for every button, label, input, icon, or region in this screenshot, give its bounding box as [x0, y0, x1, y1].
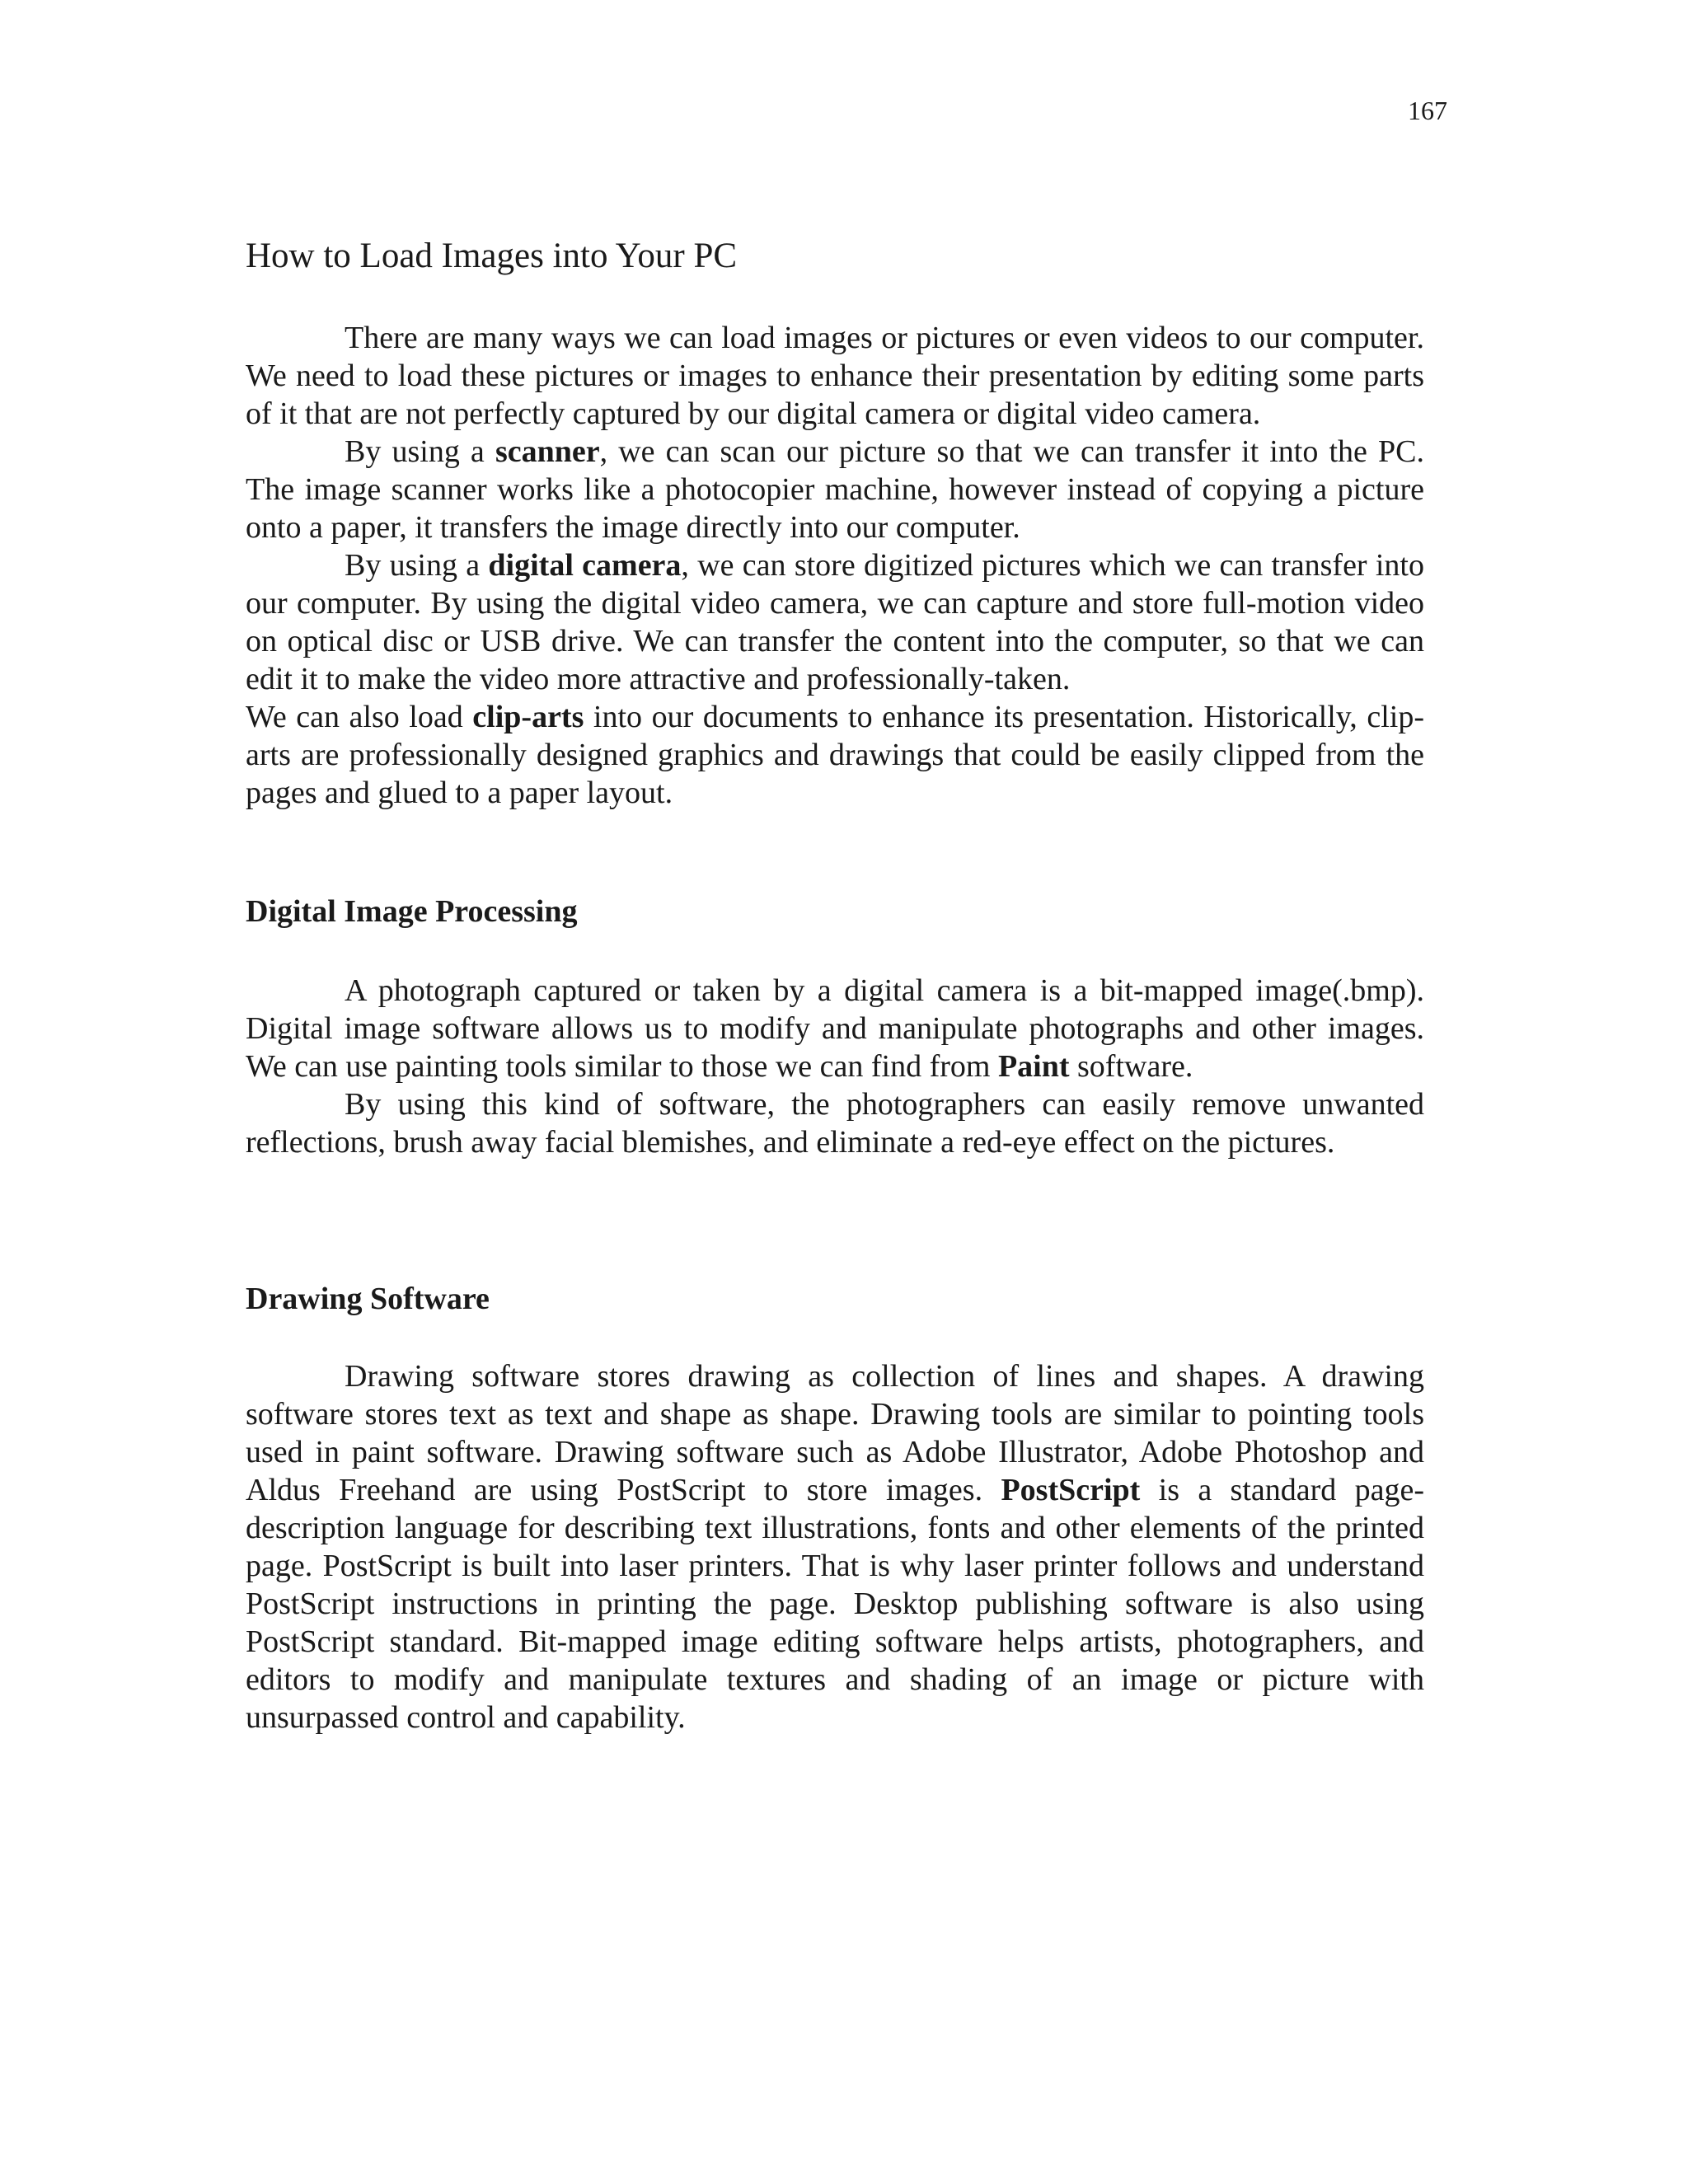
text-span: By using a	[345, 434, 495, 469]
section-title-drawing-software: Drawing Software	[246, 1282, 490, 1316]
section2-paragraph-1	[246, 1357, 1424, 1736]
page-number: 167	[1408, 96, 1447, 125]
bold-term-postscript: PostScript	[1001, 1473, 1141, 1507]
text-span: , we can scan our picture so that we can transfer it into the PC. The image scanner works like a photocopier machine, however instead of copying a picture onto a paper, it transfers the image directly into our computer.	[246, 434, 1425, 545]
heading-spacer	[246, 1318, 1424, 1357]
intro-paragraph-1: There are many ways we can load images or pictures or even videos to our computer. We need to load these pictures or images to enhance their presentation by editing some parts of it that are not perfectly captured by our digital camera or digital video camera.	[246, 321, 1424, 431]
section-title-digital-image-processing: Digital Image Processing	[246, 894, 578, 929]
text-span: into our documents to enhance its presentation. Historically, clip-arts are professionally designed graphics and drawings that could be easily clipped from the pages and glued to a paper layout.	[246, 700, 1425, 810]
section-spacer	[246, 812, 1424, 893]
text-span: software.	[1069, 1049, 1193, 1084]
text-span: We can also load	[246, 700, 473, 734]
section1-paragraph-1	[246, 972, 1424, 1085]
bold-term-clip-arts: clip-arts	[472, 700, 584, 734]
text-span: is a standard page-description language for describing text illustrations, fonts and other elements of the printed page. PostScript is built into laser printers. That is why laser printer follows and understand PostScript instructions in printing the page. Desktop publishing software is also using PostScript standard. Bit-mapped image editing software helps artists, photographers, and editors to modify and manipulate textures and shading of an image or picture with unsurpassed control and capability.	[246, 1473, 1424, 1735]
bold-term-scanner: scanner	[495, 434, 600, 469]
section-spacer	[246, 1161, 1424, 1280]
bold-term-digital-camera: digital camera	[488, 548, 682, 583]
text-span: , we can store digitized pictures which we can transfer into our computer. By using the digital video camera, we can capture and store full-motion video on optical disc or USB drive. We can transfer the content into the computer, so that we can edit it to make the video more attractive and professionally-taken.	[246, 548, 1424, 696]
bold-term-paint: Paint	[997, 1049, 1070, 1084]
page-title: How to Load Images into Your PC	[246, 237, 738, 275]
page-content	[246, 235, 1424, 1736]
text-span: Drawing software stores drawing as collection of lines and shapes. A drawing software stores text as text and shape as shape. Drawing tools are similar to pointing tools used in paint software. Drawing software such as Adobe Illustrator, Adobe Photoshop and Aldus Freehand are using PostScript to store images.	[246, 1359, 1424, 1507]
heading-spacer	[246, 930, 1424, 972]
section1-paragraph-2: By using this kind of software, the photographers can easily remove unwanted reflections, brush away facial blemishes, and eliminate a red-eye effect on the pictures.	[246, 1087, 1424, 1160]
intro-paragraph-scanner	[246, 433, 1424, 546]
text-span: By using a	[345, 548, 489, 583]
intro-paragraph-clip-arts	[246, 698, 1424, 812]
intro-paragraph-digital-camera	[246, 546, 1424, 698]
text-span: A photograph captured or taken by a digital camera is a bit-mapped image(.bmp). Digital image software allows us to modify and manipulate photographs and other images. We can use painting tools similar to those we can find from	[246, 973, 1424, 1084]
